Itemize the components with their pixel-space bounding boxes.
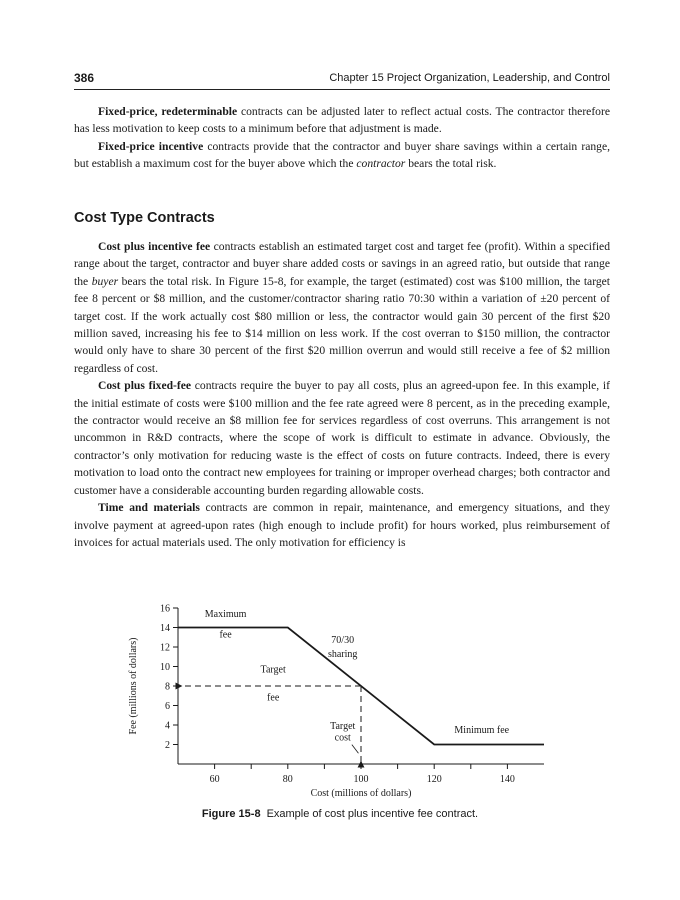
caption-text: Example of cost plus incentive fee contract. xyxy=(266,808,479,820)
y-tick-label: 2 xyxy=(165,740,170,751)
sharing-label: sharing xyxy=(327,648,358,660)
y-tick-label: 8 xyxy=(165,681,170,693)
page-number: 386 xyxy=(74,71,95,85)
figure-caption xyxy=(0,808,680,820)
paragraph-text: contracts provide that the contractor and buyer share savings within a certain range, but establish a maximum cost for the buyer above which the xyxy=(74,139,610,171)
paragraph xyxy=(74,499,610,551)
paragraph-text: contracts establish an estimated target cost and target fee (profit). Within a specified range about the target, contractor and buyer share added costs or savings in an agreed ratio, but outside that range the xyxy=(74,240,610,288)
paragraph xyxy=(74,138,610,173)
section-heading: Cost Type Contracts xyxy=(74,210,215,226)
paragraph xyxy=(74,103,610,138)
paragraph-text: bears the total risk. In Figure 15-8, for example, the target (estimated) cost was $100 million, the target fee 8 percent or $8 million, and the customer/contractor sharing ratio 70:30 within a variation of ±20 percent of target cost. If the work actually cost $80 million or less, the contractor would gain 30 percent of the first $20 million saved, increasing his fee to $14 million on less work. If the cost overran to $150 million, the contractor would only have to share 30 percent of the first $20 million overrun and would still receive a fee of $2 million regardless of cost. xyxy=(74,274,611,375)
term: Cost plus fixed-fee xyxy=(98,379,192,393)
x-axis-label: Cost (millions of dollars) xyxy=(310,788,412,799)
section-text xyxy=(74,238,610,551)
y-tick-label: 4 xyxy=(165,720,170,732)
y-tick-label: 6 xyxy=(165,701,170,712)
intro-text xyxy=(74,103,610,173)
y-tick-label: 12 xyxy=(160,642,170,654)
paragraph-text: contracts are common in repair, maintenance, and emergency situations, and they involve payment at agreed-upon rates (high enough to include profit) for hours worked, plus reimbursement of invoices for actual materials used. The only motivation for efficiency is xyxy=(74,501,610,549)
max-fee-label: Maximum xyxy=(204,608,247,620)
x-tick-label: 120 xyxy=(426,774,442,785)
x-tick-label: 80 xyxy=(282,774,293,785)
x-tick-label: 60 xyxy=(209,774,220,785)
x-tick-label: 100 xyxy=(353,774,369,785)
paragraph-text: bears the total risk. xyxy=(405,157,497,171)
target-cost-label: cost xyxy=(334,732,351,744)
term: Fixed-price incentive xyxy=(98,139,204,153)
min-fee-label: Minimum fee xyxy=(454,724,510,736)
target-fee-label: fee xyxy=(267,692,280,704)
term: Time and materials xyxy=(98,501,200,515)
term: Fixed-price, redeterminable xyxy=(98,105,238,118)
sharing-label: 70/30 xyxy=(331,635,355,647)
term: Cost plus incentive fee xyxy=(98,240,211,253)
target-fee-label: Target xyxy=(260,664,286,676)
emphasis: buyer xyxy=(91,274,119,288)
paragraph-text: contracts require the buyer to pay all costs, plus an agreed-upon fee. In this example, if the initial estimate of costs were $100 million and the fee rate agreed were 8 percent, as in the preceding example, the contractor would receive an $8 million fee for services regardless of cost overruns. This arrangement is not uncommon in R&D contracts, where the scope of work is difficult to estimate in advance. Obviously, the contractor’s only motivation for reducing waste is the effect of costs on future contracts. Indeed, there is every motivation to load onto the contract new employees for training or improper overhead charges; both contractor and customer have a considerable accounting burden regarding allowable costs. xyxy=(74,379,610,497)
y-tick-label: 16 xyxy=(160,603,170,615)
figure-label: Figure 15-8 xyxy=(201,808,261,820)
max-fee-label: fee xyxy=(219,629,232,641)
figure xyxy=(74,598,610,818)
y-tick-label: 10 xyxy=(160,662,170,673)
x-tick-label: 140 xyxy=(499,774,515,785)
page-header xyxy=(74,71,610,89)
paragraph xyxy=(74,238,610,377)
paragraph-text: contracts can be adjusted later to reflect actual costs. The contractor therefore has less motivation to keep costs to a minimum before that adjustment is made. xyxy=(74,105,610,136)
target-cost-label: Target xyxy=(330,721,356,732)
running-head: Chapter 15 Project Organization, Leadership, and Control xyxy=(329,72,610,84)
y-tick-label: 14 xyxy=(160,623,170,634)
emphasis: contractor xyxy=(356,157,406,171)
y-axis-label: Fee (millions of dollars) xyxy=(128,637,139,735)
fee-chart xyxy=(74,598,610,808)
paragraph xyxy=(74,377,610,499)
target-cost-pointer xyxy=(352,745,359,754)
header-rule xyxy=(74,89,610,90)
